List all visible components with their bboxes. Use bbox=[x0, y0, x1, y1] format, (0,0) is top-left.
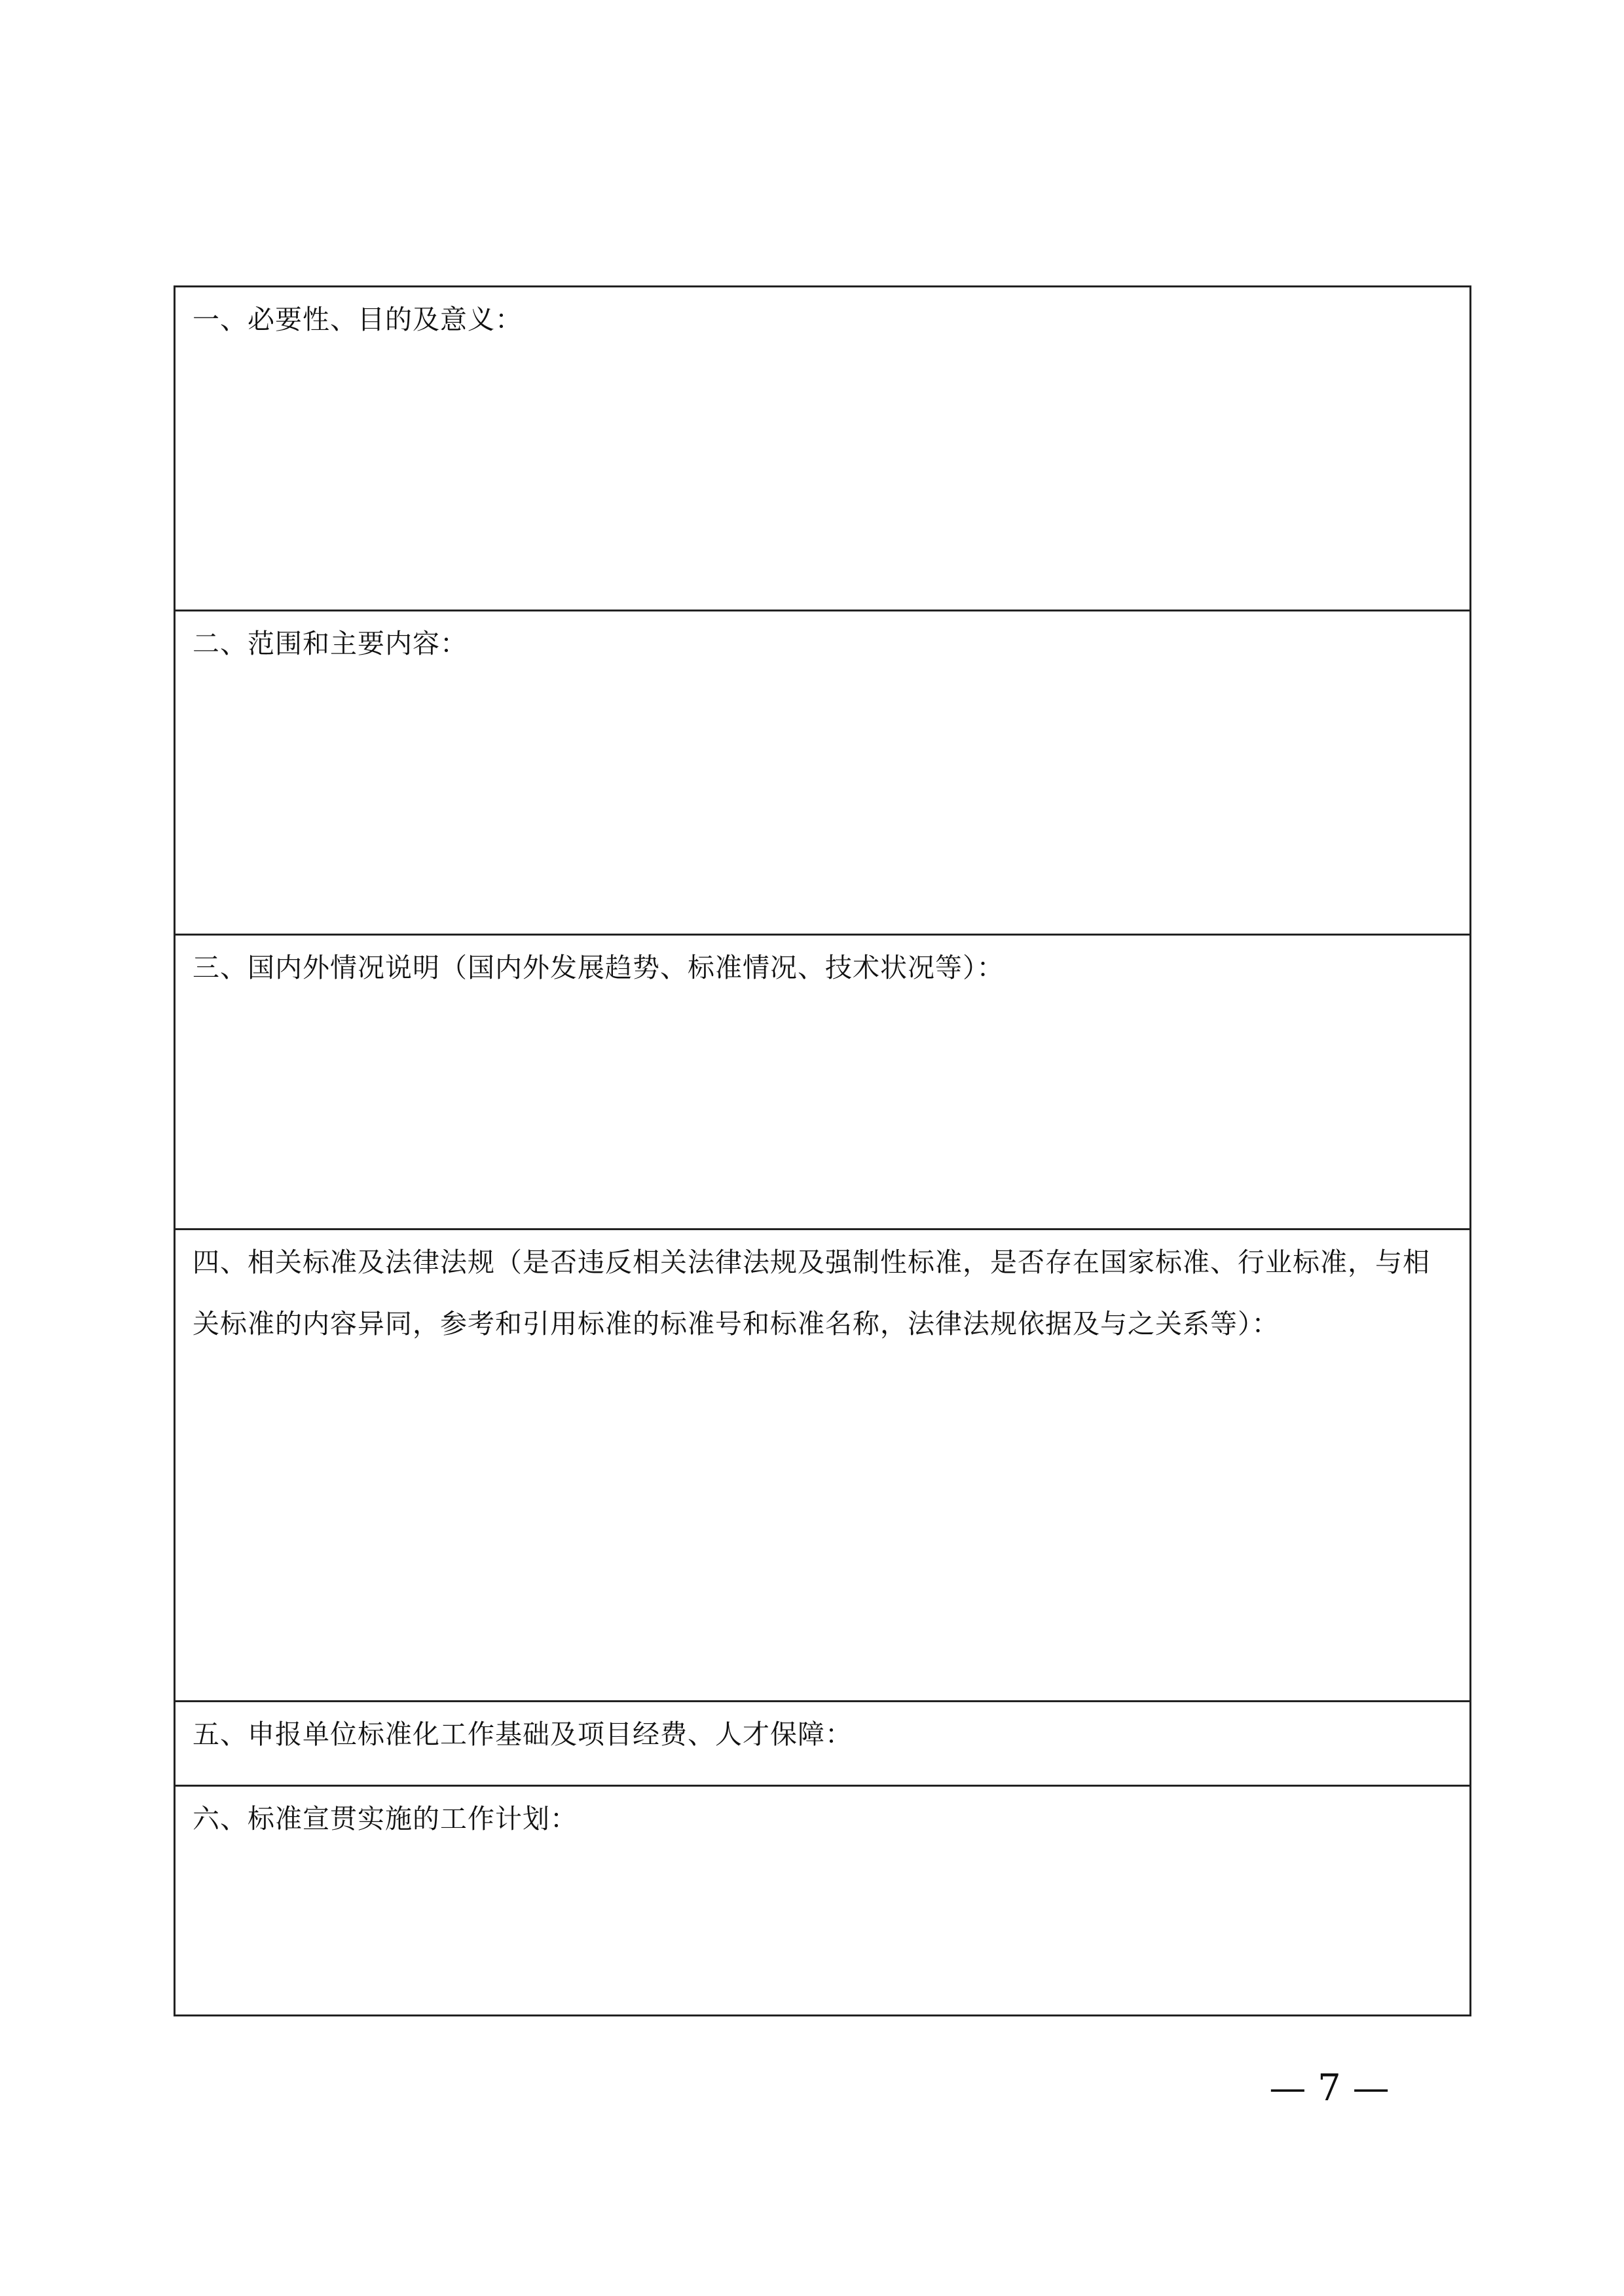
page-number: — 7 — bbox=[1269, 2067, 1390, 2109]
section-scope-label: 二、范围和主要内容： bbox=[193, 628, 468, 659]
section-applicant-basis[interactable] bbox=[175, 1702, 1469, 1787]
section-related-standards[interactable] bbox=[175, 1230, 1469, 1702]
section-scope[interactable] bbox=[175, 611, 1469, 936]
section-applicant-basis-label: 五、申报单位标准化工作基础及项目经费、人才保障： bbox=[193, 1719, 853, 1750]
section-domestic-foreign-label: 三、国内外情况说明（国内外发展趋势、标准情况、技术状况等）： bbox=[193, 952, 1005, 983]
section-necessity[interactable] bbox=[175, 287, 1469, 611]
section-implementation-plan-label: 六、标准宣贯实施的工作计划： bbox=[193, 1803, 578, 1834]
section-necessity-label: 一、必要性、目的及意义： bbox=[193, 304, 523, 335]
section-related-standards-label: 四、相关标准及法律法规（是否违反相关法律法规及强制性标准，是否存在国家标准、行业标准，与相关标准的内容异同，参考和引用标准的标准号和标准名称，法律法规依据及与之关系等）： bbox=[193, 1247, 1430, 1339]
section-domestic-foreign[interactable] bbox=[175, 936, 1469, 1230]
section-implementation-plan[interactable] bbox=[175, 1787, 1469, 2014]
proposal-form-table bbox=[174, 285, 1471, 2016]
